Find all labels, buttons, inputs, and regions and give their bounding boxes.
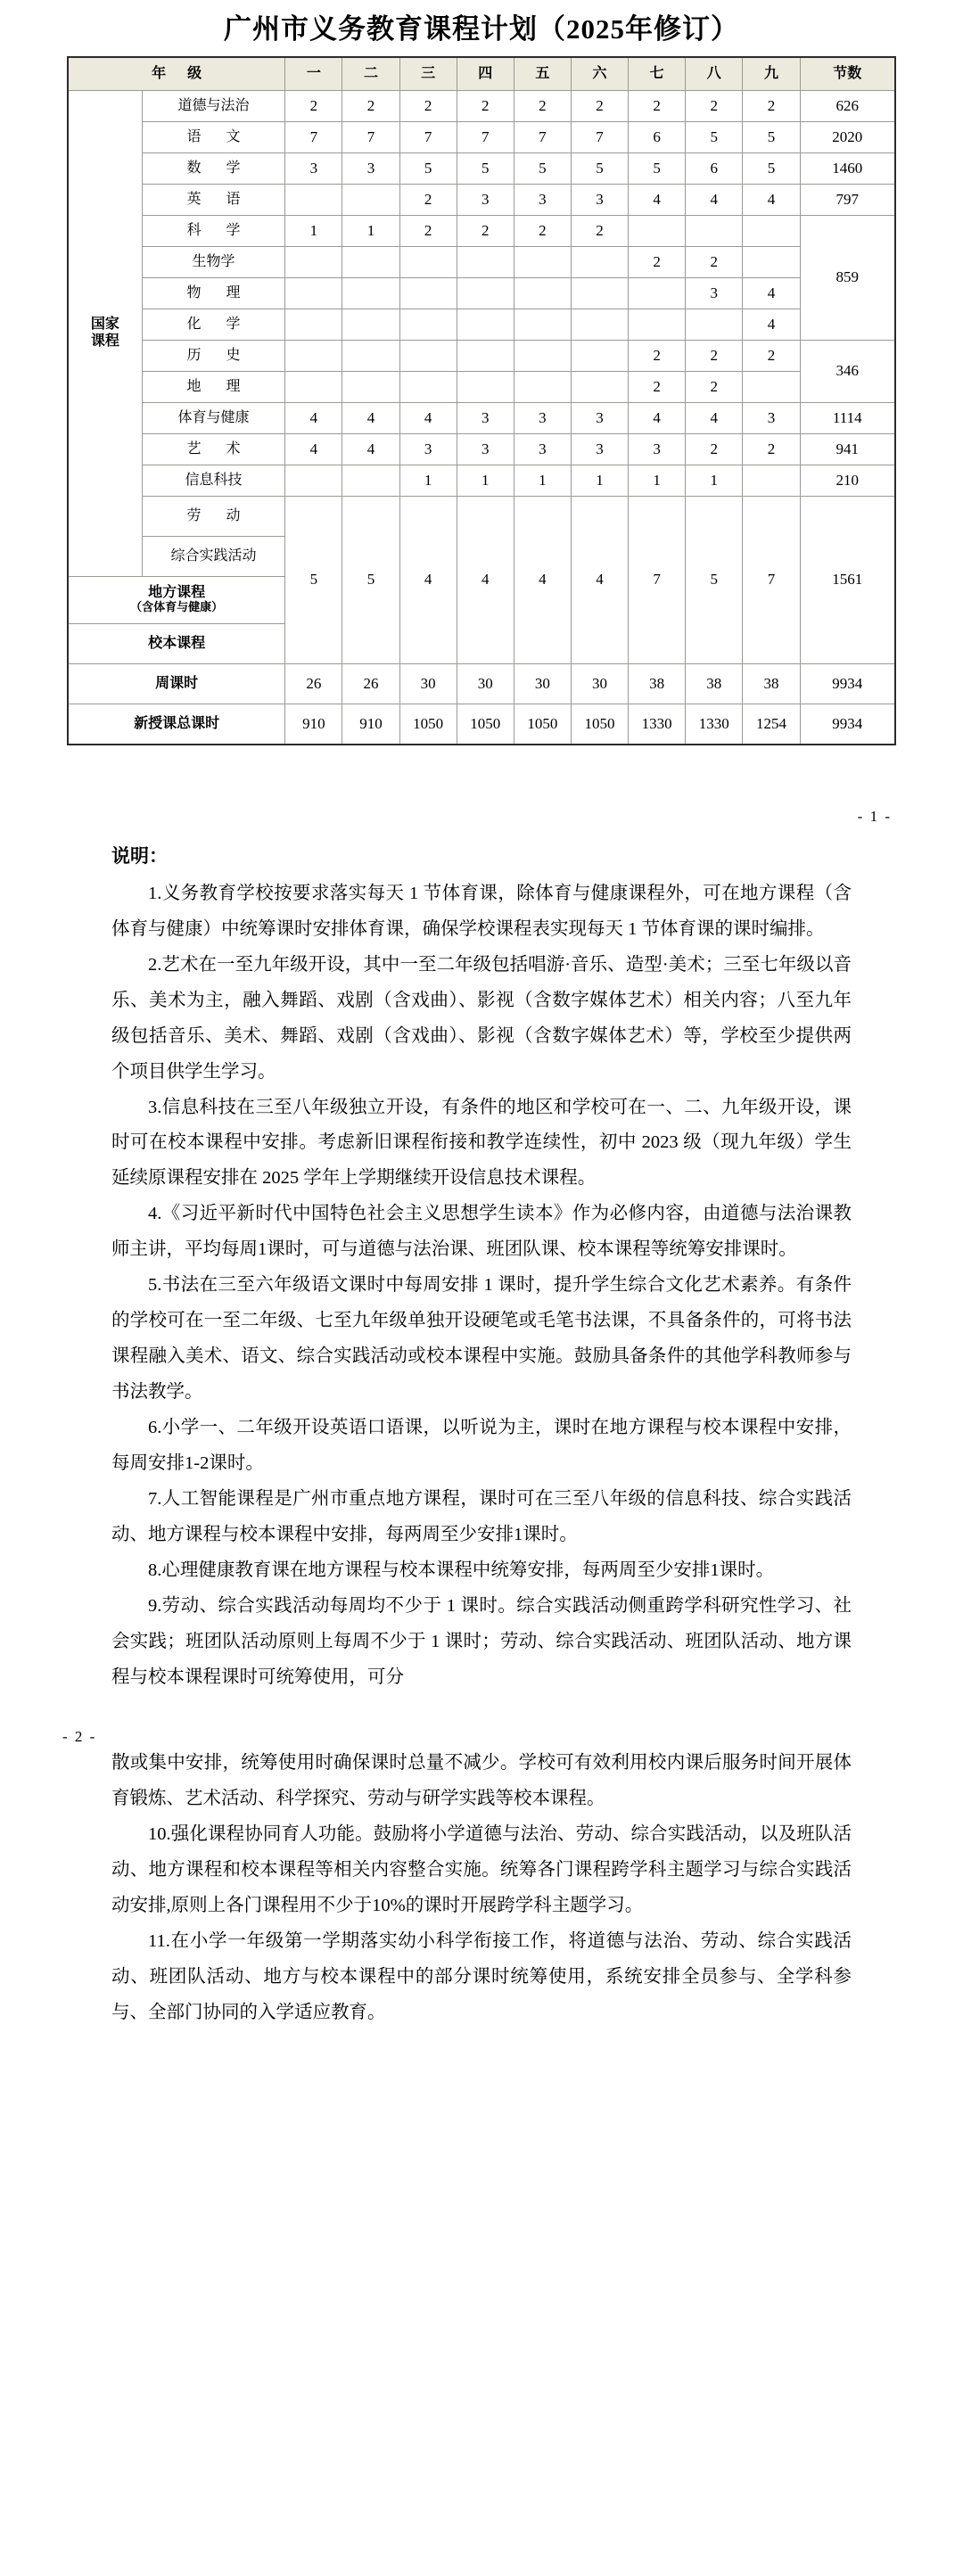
row-label-total-new-lessons: 新授课总课时 [68,704,285,745]
notes-section [111,838,852,1696]
row-total: 9934 [800,704,895,745]
curriculum-plan-table [67,56,896,745]
page-number-1: - 1 - [857,807,892,825]
cell: 7 [285,121,342,152]
cell [342,309,399,340]
subject-chemistry: 化 学 [142,309,284,340]
cell: 5 [399,152,457,184]
header-grade-6: 六 [571,57,628,91]
table-row [68,371,895,402]
cell: 3 [514,433,571,465]
table-row [68,433,895,465]
cell: 26 [285,663,342,704]
cell [399,309,457,340]
cell [686,215,743,246]
cell: 3 [457,184,514,215]
cell: 7 [457,121,514,152]
cell: 2 [457,90,514,121]
category-school-course: 校本课程 [68,623,285,663]
cell: 38 [629,663,686,704]
cell: 2 [686,246,743,277]
cell: 1330 [629,704,686,745]
page-number-2: - 2 - [62,1727,97,1745]
header-grade-4: 四 [457,57,514,91]
cell: 1050 [457,704,514,745]
cell: 3 [629,433,686,465]
subject-art: 艺 术 [142,433,284,465]
cell: 910 [285,704,342,745]
row-label-weekly-periods: 周课时 [68,663,285,704]
cell [285,309,342,340]
cell [457,246,514,277]
cell: 2 [514,90,571,121]
cell: 2 [686,371,743,402]
cell: 3 [571,184,628,215]
cell: 1050 [571,704,628,745]
cell [342,184,399,215]
category-line-2: 课程 [90,333,119,349]
table-row [68,465,895,496]
cell [457,340,514,371]
cell [342,465,399,496]
cell: 5 [571,152,628,184]
cell: 1 [342,215,399,246]
combined-value-grade-9: 7 [743,496,800,663]
cell: 4 [342,402,399,433]
combined-value-grade-7: 7 [629,496,686,663]
curriculum-table-container [67,56,896,745]
cell [342,340,399,371]
note-item-9-continued: 散或集中安排，统筹使用时确保课时总量不减少。学校可有效利用校内课后服务时间开展体育锻炼、艺术活动、科学探究、劳动与研学实践等校本课程。 [111,1752,852,1808]
cell: 5 [629,152,686,184]
cell: 1330 [686,704,743,745]
cell: 4 [285,433,342,465]
cell: 1 [629,465,686,496]
cell: 2 [571,90,628,121]
subject-science: 科 学 [142,215,284,246]
table-row [68,340,895,371]
note-item-10: 10.强化课程协同育人功能。鼓励将小学道德与法治、劳动、综合实践活动，以及班队活动、地方课程和校本课程等相关内容整合实施。统筹各门课程跨学科主题学习与综合实践活动安排,原则上各门课程用不少于10%的课时开展跨学科主题学习。 [111,1823,852,1915]
cell: 1 [399,465,457,496]
spacer [0,1696,963,1728]
cell: 3 [514,184,571,215]
cell [285,184,342,215]
cell: 910 [342,704,399,745]
cell: 3 [571,402,628,433]
cell: 5 [514,152,571,184]
subject-math: 数 学 [142,152,284,184]
header-grade-3: 三 [399,57,457,91]
combined-value-grade-1: 5 [285,496,342,663]
combined-value-grade-4: 4 [457,496,514,663]
cell: 2 [571,215,628,246]
cell: 2 [629,246,686,277]
cell: 7 [399,121,457,152]
cell [399,277,457,309]
cell: 2 [743,340,800,371]
cell: 4 [342,433,399,465]
cell [686,309,743,340]
cell: 30 [571,663,628,704]
combined-value-grade-8: 5 [686,496,743,663]
cell [399,246,457,277]
cell [743,371,800,402]
row-total: 941 [800,433,895,465]
cell [571,246,628,277]
header-grade-2: 二 [342,57,399,91]
cell [342,277,399,309]
cell [457,309,514,340]
cell: 4 [743,184,800,215]
cell: 3 [285,152,342,184]
cell: 6 [629,121,686,152]
cell [399,340,457,371]
cell: 2 [399,90,457,121]
row-total: 1114 [800,402,895,433]
cell: 1 [686,465,743,496]
cell: 7 [342,121,399,152]
cell: 2 [686,433,743,465]
cell: 1050 [399,704,457,745]
cell [457,277,514,309]
cell: 3 [399,433,457,465]
combined-value-grade-2: 5 [342,496,399,663]
subject-comprehensive-practice: 综合实践活动 [142,536,284,576]
category-line-1: 国家 [90,317,119,333]
subject-geography: 地 理 [142,371,284,402]
cell: 1 [571,465,628,496]
cell: 4 [629,184,686,215]
cell: 3 [457,402,514,433]
cell: 5 [743,121,800,152]
cell: 2 [686,90,743,121]
header-grade-7: 七 [629,57,686,91]
note-item-9: 9.劳动、综合实践活动每周均不少于 1 课时。综合实践活动侧重跨学科研究性学习、社会实践；班团队活动原则上每周不少于 1 课时；劳动、综合实践活动、班团队活动、地方课程与校本课程课时可统筹使用，可分 [111,1596,852,1687]
cell: 3 [457,433,514,465]
cell: 1 [285,215,342,246]
header-grade-1: 一 [285,57,342,91]
cell [629,277,686,309]
page-title: 广州市义务教育课程计划（2025年修订） [224,13,739,45]
table-row [68,215,895,246]
cell [571,340,628,371]
cell: 4 [686,184,743,215]
table-row [68,152,895,184]
cell [571,371,628,402]
subject-biology: 生物学 [142,246,284,277]
note-item-2: 2.艺术在一至九年级开设，其中一至二年级包括唱游·音乐、造型·美术；三至七年级以音乐、美术为主，融入舞蹈、戏剧（含戏曲）、影视（含数字媒体艺术）相关内容；八至九年级包括音乐、美术、舞蹈、戏剧（含戏曲）、影视（含数字媒体艺术）等，学校至少提供两个项目供学生学习。 [111,954,852,1082]
cell: 1 [514,465,571,496]
cell [285,465,342,496]
cell: 3 [686,277,743,309]
cell: 2 [629,90,686,121]
table-row [68,246,895,277]
cell: 5 [743,152,800,184]
cell: 1050 [514,704,571,745]
cell: 7 [514,121,571,152]
notes-section-page2 [111,1746,852,2031]
cell: 3 [571,433,628,465]
cell: 2 [399,184,457,215]
cell [514,277,571,309]
subject-english: 英 语 [142,184,284,215]
combined-value-grade-6: 4 [571,496,628,663]
header-grade-5: 五 [514,57,571,91]
note-item-6: 6.小学一、二年级开设英语口语课，以听说为主，课时在地方课程与校本课程中安排，每周安排1-2课时。 [111,1418,852,1474]
cell [285,371,342,402]
row-total: 626 [800,90,895,121]
cell: 5 [686,121,743,152]
cell: 2 [342,90,399,121]
cell: 6 [686,152,743,184]
category-national-course [68,90,142,576]
cell: 2 [743,433,800,465]
cell: 2 [743,90,800,121]
subject-pe-health: 体育与健康 [142,402,284,433]
note-item-8: 8.心理健康教育课在地方课程与校本课程中统筹安排，每两周至少安排1课时。 [148,1560,775,1581]
combined-total: 1561 [800,496,895,663]
cell: 30 [514,663,571,704]
note-item-4: 4.《习近平新时代中国特色社会主义思想学生读本》作为必修内容，由道德与法治课教师主讲，平均每周1课时，可与道德与法治课、班团队课、校本课程等统筹安排课时。 [111,1204,852,1260]
cell [514,371,571,402]
table-body [68,90,895,745]
cell [571,277,628,309]
combined-value-grade-3: 4 [399,496,457,663]
cell: 2 [457,215,514,246]
cell: 2 [399,215,457,246]
subject-information-technology: 信息科技 [142,465,284,496]
cell: 4 [743,277,800,309]
cell: 2 [514,215,571,246]
group-total-science: 859 [800,215,895,340]
note-item-11: 11.在小学一年级第一学期落实幼小科学衔接工作，将道德与法治、劳动、综合实践活动、班团队活动、地方与校本课程中的部分课时统筹使用，系统安排全员参与、全学科参与、全部门协同的入学适应教育。 [111,1930,852,2022]
header-grade-9: 九 [743,57,800,91]
table-header-row [68,57,895,91]
cell [342,371,399,402]
cell: 38 [686,663,743,704]
cell: 4 [686,402,743,433]
cell [514,309,571,340]
row-total: 210 [800,465,895,496]
cell: 4 [743,309,800,340]
cell [743,246,800,277]
row-total: 1460 [800,152,895,184]
note-item-3: 3.信息科技在三至八年级独立开设，有条件的地区和学校可在一、二、九年级开设，课时可在校本课程中安排。考虑新旧课程衔接和教学连续性，初中 2023 级（现九年级）学生延续原课程安排在 2025 学年上学期继续开设信息技术课程。 [111,1097,852,1189]
subject-labor: 劳 动 [142,496,284,536]
cell: 4 [629,402,686,433]
cell [629,215,686,246]
header-grade-8: 八 [686,57,743,91]
cell [285,340,342,371]
local-course-sublabel: （含体育与健康） [130,600,224,614]
row-total: 9934 [800,663,895,704]
cell: 2 [686,340,743,371]
note-item-5: 5.书法在三至六年级语文课时中每周安排 1 课时，提升学生综合文化艺术素养。有条件的学校可在一至二年级、七至九年级单独开设硬笔或毛笔书法课，不具备条件的，可将书法课程融入美术、语文、综合实践活动或校本课程中实施。鼓励具备条件的其他学科教师参与书法教学。 [111,1275,852,1403]
cell: 3 [342,152,399,184]
subject-moral-law: 道德与法治 [142,90,284,121]
table-row [68,277,895,309]
note-item-7: 7.人工智能课程是广州市重点地方课程，课时可在三至八年级的信息科技、综合实践活动、地方课程与校本课程中安排，每两周至少安排1课时。 [111,1489,852,1545]
cell: 26 [342,663,399,704]
cell: 30 [457,663,514,704]
cell [743,215,800,246]
table-row [68,704,895,745]
category-local-course [68,576,285,623]
row-total: 2020 [800,121,895,152]
cell [571,309,628,340]
cell: 30 [399,663,457,704]
cell [285,277,342,309]
cell [342,246,399,277]
cell: 38 [743,663,800,704]
subject-history: 历 史 [142,340,284,371]
table-row [68,402,895,433]
table-row [68,184,895,215]
cell: 1 [457,465,514,496]
cell: 3 [514,402,571,433]
cell: 4 [285,402,342,433]
cell: 3 [743,402,800,433]
cell [457,371,514,402]
subject-chinese: 语 文 [142,121,284,152]
table-row [68,90,895,121]
table-row [68,309,895,340]
cell [514,246,571,277]
group-total-history: 346 [800,340,895,402]
notes-heading: 说明： [111,844,168,867]
cell: 5 [457,152,514,184]
row-total: 797 [800,184,895,215]
cell [399,371,457,402]
cell: 2 [629,340,686,371]
subject-physics: 物 理 [142,277,284,309]
header-total: 节数 [800,57,895,91]
cell: 1254 [743,704,800,745]
cell: 7 [571,121,628,152]
cell: 2 [285,90,342,121]
cell: 2 [629,371,686,402]
spacer [0,745,963,808]
table-row [68,663,895,704]
local-course-label: 地方课程 [148,585,206,601]
note-item-1: 1.义务教育学校按要求落实每天 1 节体育课，除体育与健康课程外，可在地方课程（含体育与健康）中统筹课时安排体育课，确保学校课程表实现每天 1 节体育课的课时编排。 [111,883,852,939]
table-row [68,121,895,152]
cell [285,246,342,277]
cell [743,465,800,496]
spacer [0,826,963,838]
header-grade: 年 级 [68,57,285,91]
table-header [68,57,895,91]
cell: 4 [399,402,457,433]
table-row [68,496,895,536]
cell [514,340,571,371]
combined-value-grade-5: 4 [514,496,571,663]
cell [629,309,686,340]
